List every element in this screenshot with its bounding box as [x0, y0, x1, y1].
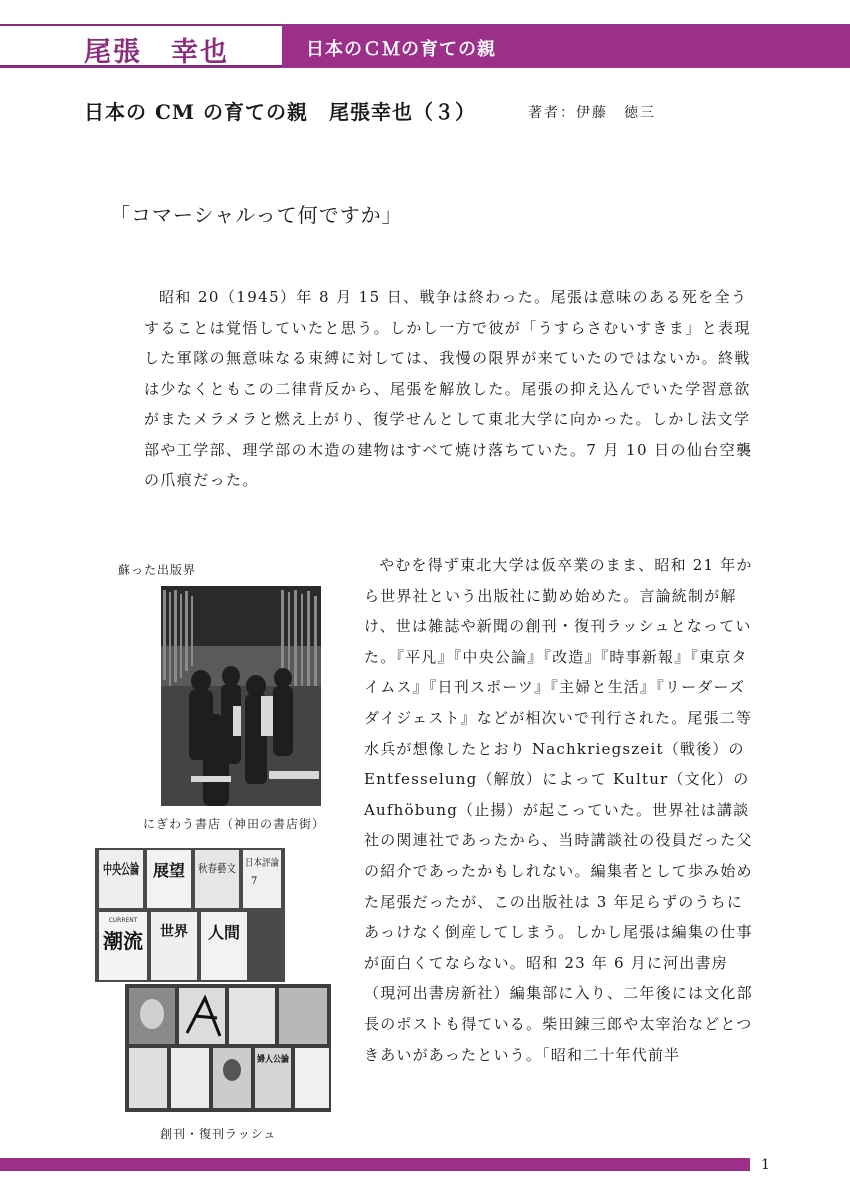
photo-caption-bookstore: にぎわう書店（神田の書店街）: [143, 817, 326, 831]
paragraph-2: [364, 550, 756, 1070]
magazine-sekai: 世界: [160, 924, 188, 940]
article-author: 著者：伊藤 徳三: [528, 105, 656, 121]
photo-caption-top: 蘇った出版界: [118, 563, 197, 577]
header-series-title: 日本のＣＭの育ての親: [306, 39, 496, 60]
magazine-tenbo: 展望: [152, 861, 186, 880]
header-author-name: 尾張 幸也: [84, 37, 229, 68]
footer-bar: [0, 1158, 750, 1171]
header-series-banner: [282, 24, 850, 68]
header-author-block: [0, 24, 282, 68]
magazine-shunju: 秋春藝文: [198, 862, 242, 875]
photo-caption-magazines: 創刊・復刊ラッシュ: [160, 1127, 277, 1141]
magazine-chuokoron: 中央公論: [103, 862, 159, 878]
magazine-nihonhyoron: 日本評論: [245, 858, 285, 869]
paragraph-1-text: 昭和 20（1945）年 8 月 15 日、戦争は終わった。尾張は意味のある死を全うすることは覚悟していたと思う。しかし一方で彼が「うすらさむいすきま」と表現した軍隊の無意味なる束縛に対しては、我慢の限界が来ていたのではないか。終戦は少なくともこの二律背反から、尾張を解放した。尾張の抑え込んでいた学習意欲がまたメラメラと燃え上がり、復学せんとして東北大学に向かった。しかし法文学部や工学部、理学部の木造の建物はすべて焼け落ちていた。7 月 10 日の仙台空襲の爪痕だった。: [144, 288, 753, 489]
magazine-fujinkoron: 婦人公論: [257, 1055, 294, 1065]
magazine-issue-no: 7: [251, 876, 258, 887]
magazine-current: CURRENT: [108, 917, 138, 924]
magazine-choryu: 潮流: [103, 929, 143, 953]
paragraph-1: [144, 282, 754, 496]
article-title: 日本の CM の育ての親 尾張幸也（３）: [84, 100, 476, 124]
section-heading: 「コマーシャルって何ですか」: [110, 203, 403, 227]
magazine-ningen: 人間: [207, 923, 241, 942]
magazines-photo: [95, 848, 345, 1113]
paragraph-2-text: やむを得ず東北大学は仮卒業のまま、昭和 21 年から世界社という出版社に勤め始めた。言論統制が解け、世は雑誌や新聞の創刊・復刊ラッシュとなっていた。『平凡』『中央公論』『改造』『時事新報』『東京タイムス』『日刊スポーツ』『主婦と生活』『リーダーズダイジェスト』などが相次いで刊行された。尾張二等水兵が想像したとおり Nachkriegszeit（戦後）の Entfesselung（解放）によって Kultur（文化）の Aufhöbung（止揚）が起こっていた。世界社は講談社の関連社であったから、当時講談社の役員だった父の紹介であったかもしれない。編集者として歩み始めた尾張だったが、この出版社は 3 年足らずのうちにあっけなく倒産してしまう。しかし尾張は編集の仕事が面白くてならない。昭和 23 年 6 月に河出書房（現河出書房新社）編集部に入り、二年後には文化部長のポストも得ている。柴田錬三郎や太宰治などとつきあいがあったという。「昭和二十年代前半: [364, 556, 753, 1064]
bookstore-photo: [161, 586, 321, 806]
page-number: 1: [761, 1157, 770, 1173]
